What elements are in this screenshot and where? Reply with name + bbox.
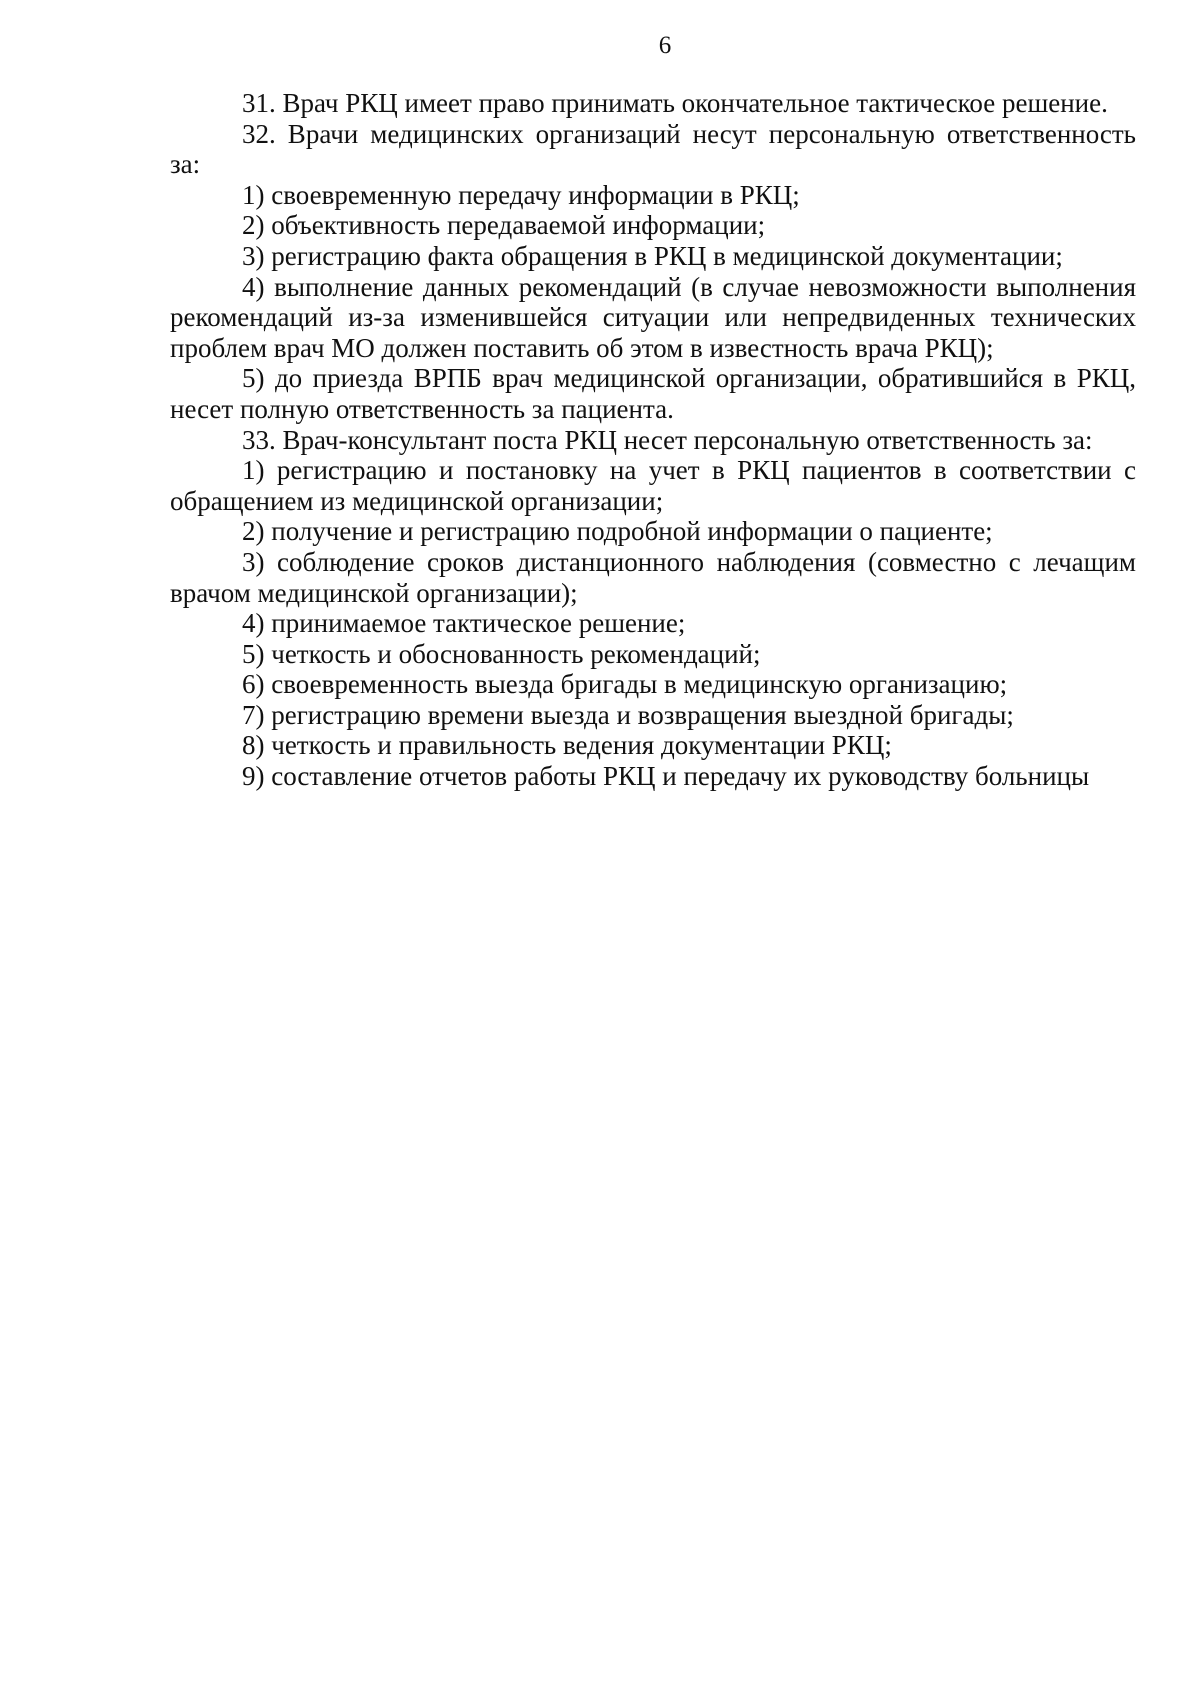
list-item-33-2: 2) получение и регистрацию подробной информации о пациенте; — [242, 516, 993, 547]
list-item-33-1: 1) регистрацию и постановку на учет в РКЦ пациентов в соответствии с обращением из медицинской организации; — [170, 455, 1136, 516]
document-body — [170, 88, 1136, 792]
list-item-32-1: 1) своевременную передачу информации в РКЦ; — [242, 179, 800, 210]
paragraph-33: 33. Врач-консультант поста РКЦ несет персональную ответственность за: — [242, 424, 1093, 455]
list-item-32-2: 2) объективность передаваемой информации; — [242, 210, 766, 241]
list-item-32-3: 3) регистрацию факта обращения в РКЦ в медицинской документации; — [242, 240, 1063, 271]
list-item-33-5: 5) четкость и обоснованность рекомендаций; — [242, 638, 761, 669]
list-item-33-4: 4) принимаемое тактическое решение; — [242, 608, 686, 639]
page-number: 6 — [658, 32, 672, 59]
list-item-33-7: 7) регистрацию времени выезда и возвращения выездной бригады; — [242, 699, 1014, 730]
list-item-32-5: 5) до приезда ВРПБ врач медицинской организации, обратившийся в РКЦ, несет полную ответственность за пациента. — [170, 363, 1136, 424]
list-item-33-9: 9) составление отчетов работы РКЦ и передачу их руководству больницы — [242, 761, 1090, 792]
paragraph-31: 31. Врач РКЦ имеет право принимать окончательное тактическое решение. — [242, 88, 1108, 118]
paragraph-32: 32. Врачи медицинских организаций несут персональную ответственность за: — [170, 118, 1136, 180]
list-item-33-6: 6) своевременность выезда бригады в медицинскую организацию; — [242, 669, 1008, 700]
list-item-33-3: 3) соблюдение сроков дистанционного наблюдения (совместно с лечащим врачом медицинской организации); — [170, 546, 1136, 608]
list-item-32-4: 4) выполнение данных рекомендаций (в случае невозможности выполнения рекомендаций из-за изменившейся ситуации или непредвиденных технических проблем врач МО должен поставить об этом в известность врача РКЦ); — [170, 271, 1136, 363]
list-item-33-8: 8) четкость и правильность ведения документации РКЦ; — [242, 730, 892, 761]
